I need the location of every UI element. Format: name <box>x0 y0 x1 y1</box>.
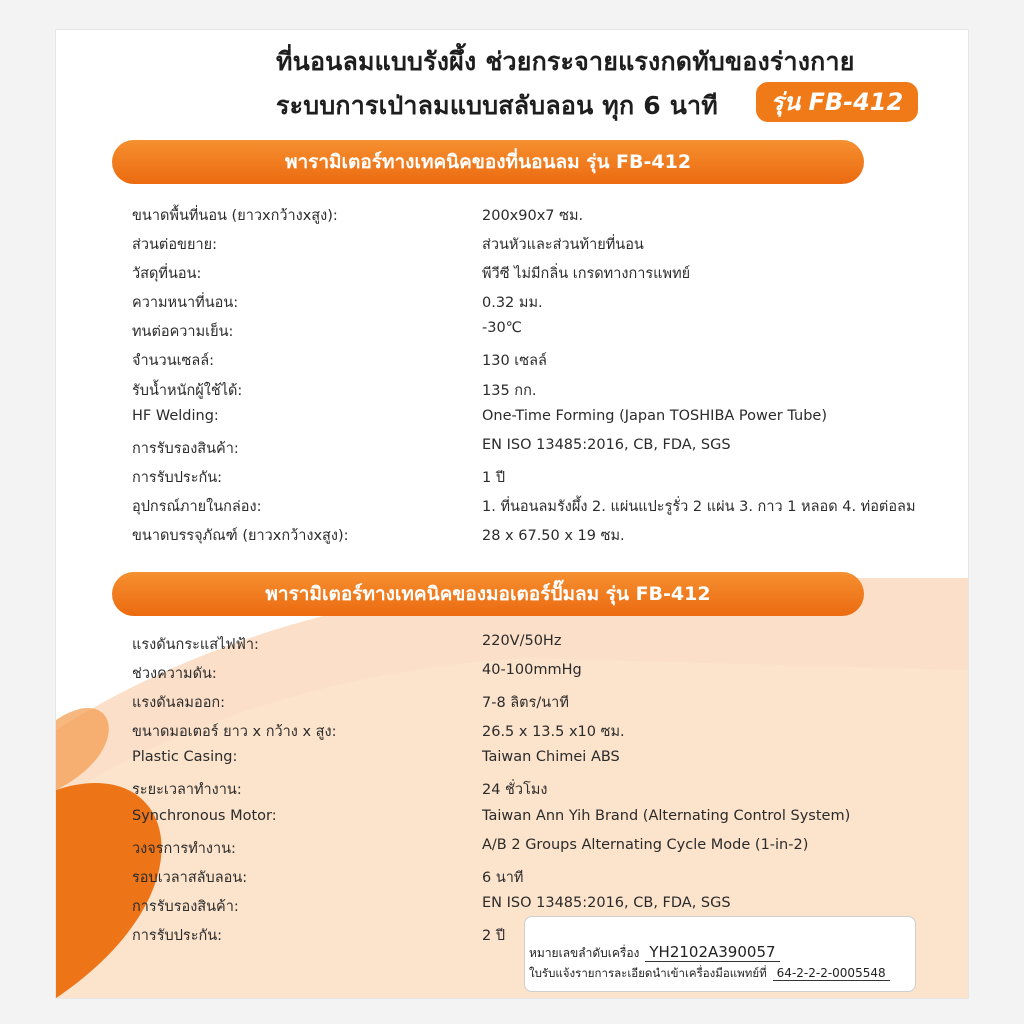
spec-value: 26.5 x 13.5 x10 ซม. <box>482 724 625 741</box>
spec-label: วงจรการทำงาน: <box>132 840 236 857</box>
spec-label: การรับรองสินค้า: <box>132 898 239 915</box>
import-permit-value: 64-2-2-2-0005548 <box>773 966 890 981</box>
spec-label: ทนต่อความเย็น: <box>132 324 234 341</box>
spec-label: ขนาดบรรจุภัณฑ์ (ยาวxกว้างxสูง): <box>132 528 349 545</box>
spec-row <box>132 778 962 807</box>
spec-label: แรงดันกระแสไฟฟ้า: <box>132 637 259 653</box>
spec-row <box>132 866 962 895</box>
spec-value: ส่วนหัวและส่วนท้ายที่นอน <box>482 237 644 254</box>
spec-row <box>132 633 962 662</box>
spec-label: อุปกรณ์ภายในกล่อง: <box>132 498 262 515</box>
spec-label: การรับประกัน: <box>132 469 223 486</box>
spec-value: EN ISO 13485:2016, CB, FDA, SGS <box>482 894 731 911</box>
spec-value: EN ISO 13485:2016, CB, FDA, SGS <box>482 436 731 453</box>
spec-row <box>132 408 962 437</box>
spec-label: การรับประกัน: <box>132 927 223 944</box>
serial-number-row <box>529 943 780 963</box>
spec-value: 130 เซลล์ <box>482 353 547 370</box>
serial-number-label: หมายเลขลำดับเครื่อง <box>529 946 640 960</box>
spec-value: One-Time Forming (Japan TOSHIBA Power Tube) <box>482 407 827 424</box>
spec-label: ขนาดมอเตอร์ ยาว x กว้าง x สูง: <box>132 724 337 741</box>
spec-label: ส่วนต่อขยาย: <box>132 237 217 254</box>
spec-row <box>132 466 962 495</box>
pump-specs-header: พารามิเตอร์ทางเทคนิคของมอเตอร์ปั๊มลม รุ่น FB-412 <box>112 572 864 616</box>
spec-label: HF Welding: <box>132 407 219 424</box>
spec-value: 0.32 มม. <box>482 295 543 312</box>
spec-row <box>132 808 962 837</box>
spec-row <box>132 349 962 378</box>
product-box-panel <box>56 30 968 998</box>
spec-row <box>132 233 962 262</box>
spec-row <box>132 437 962 466</box>
mattress-specs-header: พารามิเตอร์ทางเทคนิคของที่นอนลม รุ่น FB-412 <box>112 140 864 184</box>
import-permit-row <box>529 965 890 983</box>
spec-row <box>132 262 962 291</box>
spec-row <box>132 837 962 866</box>
spec-row <box>132 749 962 778</box>
spec-value: A/B 2 Groups Alternating Cycle Mode (1-in-2) <box>482 836 809 853</box>
spec-label: การรับรองสินค้า: <box>132 440 239 457</box>
spec-value: 2 ปี <box>482 927 506 944</box>
spec-label: Plastic Casing: <box>132 749 238 766</box>
spec-row <box>132 320 962 349</box>
spec-label: ระยะเวลาทำงาน: <box>132 782 242 799</box>
spec-value: 1 ปี <box>482 469 506 486</box>
import-permit-label: ใบรับแจ้งรายการละเอียดนำเข้าเครื่องมือแพทย์ที่ <box>529 966 767 980</box>
spec-value: 6 นาที <box>482 869 524 886</box>
spec-value: 135 กก. <box>482 382 537 399</box>
spec-value: 40-100mmHg <box>482 662 582 679</box>
spec-value: -30℃ <box>482 320 522 337</box>
spec-value: 24 ชั่วโมง <box>482 782 548 799</box>
spec-row <box>132 495 962 524</box>
registration-sticker <box>524 916 916 992</box>
spec-label: Synchronous Motor: <box>132 807 277 824</box>
spec-label: รับน้ำหนักผู้ใช้ได้: <box>132 382 243 399</box>
pump-specs-list <box>132 633 962 953</box>
spec-label: แรงดันลมออก: <box>132 695 226 712</box>
product-title-line2: ระบบการเป่าลมแบบสลับลอน ทุก 6 นาที <box>276 91 718 120</box>
spec-value: Taiwan Ann Yih Brand (Alternating Control System) <box>482 807 851 824</box>
mattress-specs-list <box>132 204 962 553</box>
spec-value: 28 x 67.50 x 19 ซม. <box>482 528 625 545</box>
spec-label: รอบเวลาสลับลอน: <box>132 869 248 886</box>
spec-value: 7-8 ลิตร/นาที <box>482 695 569 712</box>
spec-value: 220V/50Hz <box>482 633 562 649</box>
spec-row <box>132 379 962 408</box>
spec-label: ช่วงความดัน: <box>132 666 217 683</box>
spec-row <box>132 204 962 233</box>
spec-label: ความหนาที่นอน: <box>132 295 239 312</box>
product-title-line1: ที่นอนลมแบบรังผึ้ง ช่วยกระจายแรงกดทับของร่างกาย <box>276 47 855 76</box>
spec-row <box>132 691 962 720</box>
spec-value: 1. ที่นอนลมรังผึ้ง 2. แผ่นแปะรูรั่ว 2 แผ่น 3. กาว 1 หลอด 4. ท่อต่อลม <box>482 498 916 515</box>
spec-row <box>132 291 962 320</box>
serial-number-value: YH2102A390057 <box>645 943 779 962</box>
spec-label: จำนวนเซลล์: <box>132 353 215 370</box>
spec-value: Taiwan Chimei ABS <box>482 749 620 766</box>
spec-value: 200x90x7 ซม. <box>482 208 584 224</box>
spec-value: พีวีซี ไม่มีกลิ่น เกรดทางการแพทย์ <box>482 266 691 283</box>
spec-label: วัสดุที่นอน: <box>132 266 202 283</box>
model-badge: รุ่น FB-412 <box>756 82 918 122</box>
spec-row <box>132 524 962 553</box>
spec-label: ขนาดพื้นที่นอน (ยาวxกว้างxสูง): <box>132 208 338 224</box>
spec-row <box>132 720 962 749</box>
spec-row <box>132 662 962 691</box>
